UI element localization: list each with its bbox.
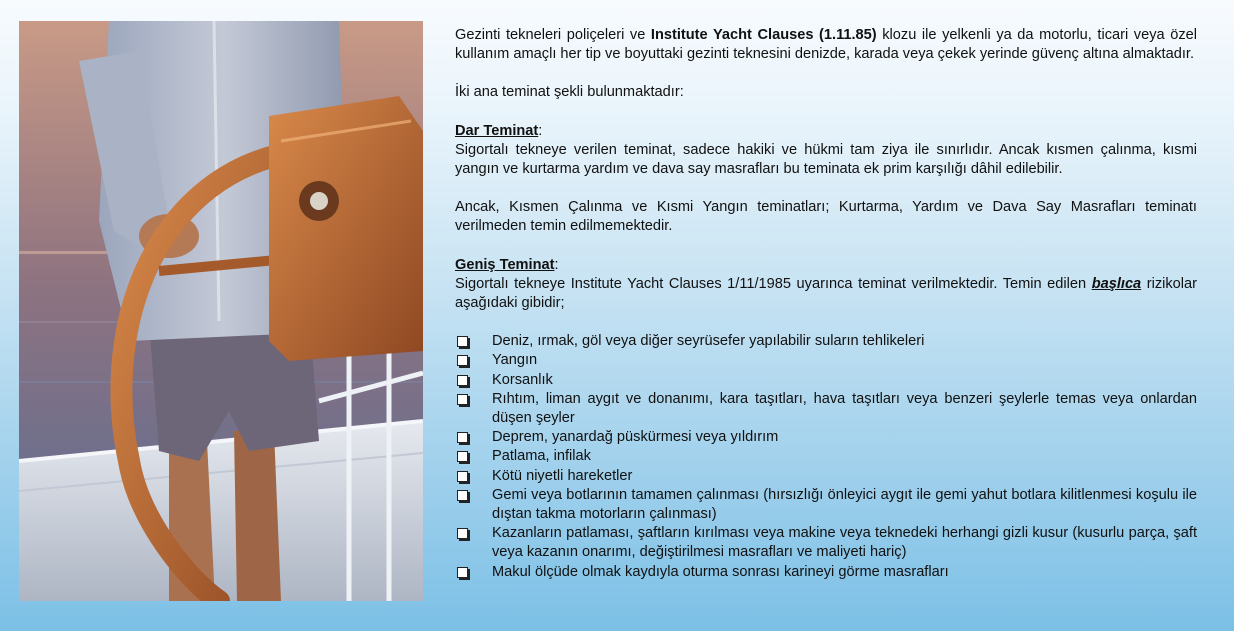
risk-list: [455, 332, 1197, 582]
risk-text: Kötü niyetli hareketler: [492, 467, 633, 484]
risk-text: Makul ölçüde olmak kaydıyla oturma sonrası karineyi görme masrafları: [492, 563, 949, 580]
checkbox-bullet-icon: [457, 490, 468, 501]
yacht-helm-photo: [19, 21, 423, 601]
risk-item: [455, 563, 1197, 582]
genis-teminat-heading: [455, 256, 1197, 275]
risk-item: [455, 351, 1197, 370]
checkbox-bullet-icon: [457, 432, 468, 443]
intro-text-start: Gezinti tekneleri poliçeleri ve: [455, 27, 651, 43]
checkbox-bullet-icon: [457, 355, 468, 366]
risk-item: [455, 371, 1197, 390]
checkbox-bullet-icon: [457, 375, 468, 386]
checkbox-bullet-icon: [457, 567, 468, 578]
checkbox-bullet-icon: [457, 336, 468, 347]
checkbox-bullet-icon: [457, 451, 468, 462]
dar-teminat-text: Sigortalı tekneye verilen teminat, sadece hakiki ve hükmi tam ziya ile sınırlıdır. Ancak kısmen çalınma, kısmi yangın ve kurtarma yardım ve dava say masrafları bu teminata ek prim karşılığı dâhil edilebilir.: [455, 141, 1197, 178]
risk-item: [455, 428, 1197, 447]
intro-text-end: klozu ile yelkenli ya da motorlu, ticari veya özel kullanım amaçlı her tip ve boyuttaki gezinti teknesini denizde, karada veya çekek yerinde güvenç altına almaktadır.: [455, 27, 1197, 63]
genis-teminat-colon: :: [554, 256, 559, 273]
coverage-types-intro: İki ana teminat şekli bulunmaktadır:: [455, 84, 684, 101]
risk-item: [455, 447, 1197, 466]
risk-text: Gemi veya botlarının tamamen çalınması (hırsızlığı önleyici aygıt ile gemi yahut botlara kilitlenmesi koşulu ile dıştan takma motorların çalınması): [492, 486, 1197, 523]
risk-item: [455, 486, 1197, 524]
checkbox-bullet-icon: [457, 394, 468, 405]
risk-text: Yangın: [492, 352, 538, 369]
checkbox-bullet-icon: [457, 528, 468, 539]
risk-text: Deniz, ırmak, göl veya diğer seyrüsefer yapılabilir suların tehlikeleri: [492, 333, 925, 350]
risk-text: Patlama, infilak: [492, 448, 591, 465]
dar-teminat-colon: :: [538, 122, 543, 139]
risk-item: [455, 467, 1197, 486]
risk-text: Kazanların patlaması, şaftların kırılması veya makine veya teknedeki herhangi gizli kusur (kusurlu parça, şaft veya kazanın onarımı, değiştirilmesi masrafları ve maliyeti hariç): [492, 525, 1197, 561]
ancak-paragraph: Ancak, Kısmen Çalınma ve Kısmi Yangın teminatları; Kurtarma, Yardım ve Dava Say Masrafları teminatı verilmeden temin edilmemektedir.: [455, 199, 1197, 235]
yacht-clauses-name: Institute Yacht Clauses (1.11.85): [650, 27, 877, 43]
risk-text: Korsanlık: [492, 371, 553, 388]
genis-teminat-title: Geniş Teminat: [455, 256, 555, 273]
risk-text: Deprem, yanardağ püskürmesi veya yıldırım: [492, 429, 779, 446]
dar-teminat-title: Dar Teminat: [455, 122, 539, 139]
genis-emphasis: başlıca: [1091, 275, 1142, 292]
intro-paragraph: [455, 26, 1197, 64]
risk-item: [455, 332, 1197, 351]
risk-item: [455, 390, 1197, 428]
genis-text-start: Sigortalı tekneye Institute Yacht Clauses 1/11/1985 uyarınca teminat verilmektedir. Temin edilen: [455, 275, 1092, 292]
risk-item: [455, 524, 1197, 562]
policy-text: [455, 26, 1197, 582]
yacht-helm-illustration: [19, 21, 423, 601]
dar-teminat-heading: [455, 122, 1197, 141]
genis-text-end: rizikolar aşağıdaki gibidir;: [455, 275, 1198, 312]
genis-teminat-text: [455, 275, 1197, 313]
risk-text: Rıhtım, liman aygıt ve donanımı, kara taşıtları, hava taşıtları veya benzeri şeylerle temas veya onlardan düşen şeyler: [492, 390, 1197, 427]
checkbox-bullet-icon: [457, 471, 468, 482]
